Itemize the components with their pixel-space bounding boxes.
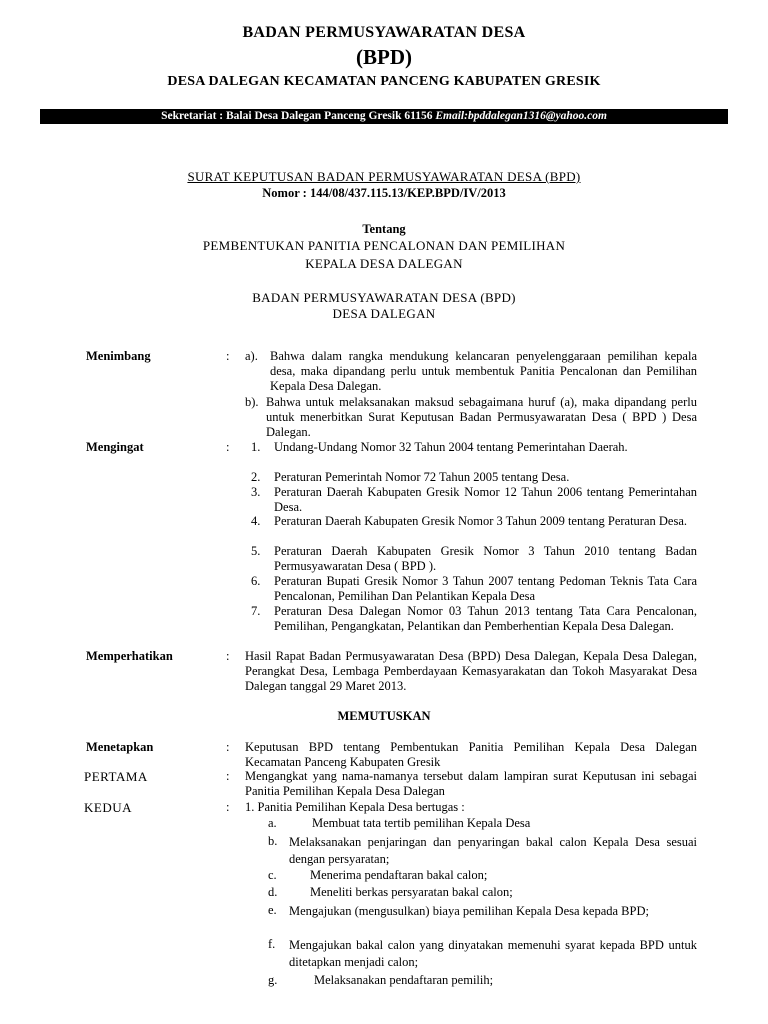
kedua-item-e: Mengajukan (mengusulkan) biaya pemilihan Kepala Desa kepada BPD; (289, 904, 649, 918)
decree-number: Nomor : 144/08/437.115.13/KEP.BPD/IV/2013 (262, 186, 506, 200)
menimbang-item-b: Bahwa untuk melaksanakan maksud sebagaimana huruf (a), maka dipandang perlu untuk menerbitkan Surat Keputusan Badan Permusyawaratan Desa ( BPD ) Desa Dalegan. (266, 395, 697, 439)
mengingat-marker-7: 7. (251, 604, 261, 618)
mengingat-item-3: Peraturan Daerah Kabupaten Gresik Nomor 12 Tahun 2006 tentang Pemerintahan Desa. (274, 485, 697, 514)
memperhatikan-label: Memperhatikan (86, 649, 173, 663)
mengingat-label: Mengingat (86, 440, 144, 454)
menetapkan-colon: : (226, 740, 230, 754)
issuer-line-1: BADAN PERMUSYAWARATAN DESA (BPD) (252, 290, 516, 305)
mengingat-marker-6: 6. (251, 574, 261, 588)
kedua-item-b: Melaksanakan penjaringan dan penyaringan bakal calon Kepala Desa sesuai dengan persyaratan; (289, 835, 697, 866)
menimbang-label: Menimbang (86, 349, 151, 363)
mengingat-item-1: Undang-Undang Nomor 32 Tahun 2004 tentang Pemerintahan Daerah. (274, 440, 628, 454)
kedua-marker-g: g. (268, 973, 278, 987)
menimbang-marker-b: b). (245, 395, 259, 409)
kedua-item-f: Mengajukan bakal calon yang dinyatakan memenuhi syarat kepada BPD untuk ditetapkan menjadi calon; (289, 938, 697, 969)
kedua-colon: : (226, 800, 230, 814)
memperhatikan-text: Hasil Rapat Badan Permusyawaratan Desa (BPD) Desa Dalegan, Kepala Desa Dalegan, Perangkat Desa, Lembaga Pemberdayaan Kemasyarakatan dan Tokoh Masyarakat Desa Dalegan tanggal 29 Maret 2013. (245, 649, 697, 693)
kedua-label: KEDUA (84, 800, 132, 815)
secretariat-email: Email:bpddalegan1316@yahoo.com (435, 110, 607, 122)
mengingat-item-7: Peraturan Desa Dalegan Nomor 03 Tahun 2013 tentang Tata Cara Pencalonan, Pemilihan, Pengangkatan, Pelantikan dan Pemberhentian Kepala Desa Dalegan. (274, 604, 697, 633)
memutuskan-heading: MEMUTUSKAN (337, 709, 431, 723)
mengingat-item-4: Peraturan Daerah Kabupaten Gresik Nomor 3 Tahun 2009 tentang Peraturan Desa. (274, 514, 687, 528)
kedua-marker-f: f. (268, 937, 276, 951)
mengingat-colon: : (226, 440, 230, 454)
menimbang-item-a: Bahwa dalam rangka mendukung kelancaran penyelenggaraan pemilihan kepala desa, maka dipandang perlu untuk membentuk Panitia Pencalonan dan Pemilihan Kepala Desa Dalegan. (270, 349, 697, 393)
kedua-item-g: Melaksanakan pendaftaran pemilih; (314, 973, 494, 987)
mengingat-item-6: Peraturan Bupati Gresik Nomor 3 Tahun 2007 tentang Pedoman Teknis Tata Cara Pencalonan, Pemilihan Dan Pelantikan Kepala Desa (274, 574, 697, 603)
kedua-item-c: Menerima pendaftaran bakal calon; (310, 868, 488, 882)
secretariat-address: Sekretariat : Balai Desa Dalegan Panceng Gresik 61156 (161, 110, 436, 122)
decree-title: SURAT KEPUTUSAN BADAN PERMUSYAWARATAN DESA (BPD) (187, 169, 581, 184)
mengingat-marker-2: 2. (251, 470, 261, 484)
subject-line-2: KEPALA DESA DALEGAN (305, 256, 463, 271)
memperhatikan-colon: : (226, 649, 230, 663)
kedua-marker-d: d. (268, 885, 278, 899)
pertama-text: Mengangkat yang nama-namanya tersebut dalam lampiran surat Keputusan ini sebagai Panitia Pemilihan Kepala Desa Dalegan (245, 769, 697, 798)
village-location: DESA DALEGAN KECAMATAN PANCENG KABUPATEN GRESIK (167, 74, 601, 89)
kedua-marker-c: c. (268, 868, 277, 882)
org-abbreviation: (BPD) (356, 45, 412, 69)
kedua-marker-a: a. (268, 816, 277, 830)
mengingat-item-2: Peraturan Pemerintah Nomor 72 Tahun 2005 tentang Desa. (274, 470, 570, 484)
about-label: Tentang (362, 222, 406, 236)
menetapkan-label: Menetapkan (86, 740, 154, 754)
mengingat-item-5: Peraturan Daerah Kabupaten Gresik Nomor 3 Tahun 2010 tentang Badan Permusyawaratan Desa ( BPD ). (274, 544, 697, 573)
kedua-item-a: Membuat tata tertib pemilihan Kepala Desa (312, 816, 531, 830)
kedua-marker-e: e. (268, 903, 277, 917)
menimbang-colon: : (226, 349, 230, 363)
subject-line-1: PEMBENTUKAN PANITIA PENCALONAN DAN PEMILIHAN (202, 238, 566, 253)
org-name: BADAN PERMUSYAWARATAN DESA (242, 24, 526, 41)
mengingat-marker-4: 4. (251, 514, 261, 528)
issuer-line-2: DESA DALEGAN (332, 306, 436, 321)
mengingat-marker-5: 5. (251, 544, 261, 558)
pertama-label: PERTAMA (84, 769, 148, 784)
mengingat-marker-3: 3. (251, 485, 261, 499)
secretariat-bar (40, 109, 728, 124)
kedua-marker-b: b. (268, 834, 278, 848)
kedua-intro: 1. Panitia Pemilihan Kepala Desa bertugas : (245, 800, 465, 814)
pertama-colon: : (226, 769, 230, 783)
kedua-item-d: Meneliti berkas persyaratan bakal calon; (310, 885, 513, 899)
menimbang-marker-a: a). (245, 349, 258, 363)
menetapkan-text: Keputusan BPD tentang Pembentukan Panitia Pemilihan Kepala Desa Dalegan Kecamatan Panceng Kabupaten Gresik (245, 740, 697, 769)
mengingat-marker-1: 1. (251, 440, 261, 454)
